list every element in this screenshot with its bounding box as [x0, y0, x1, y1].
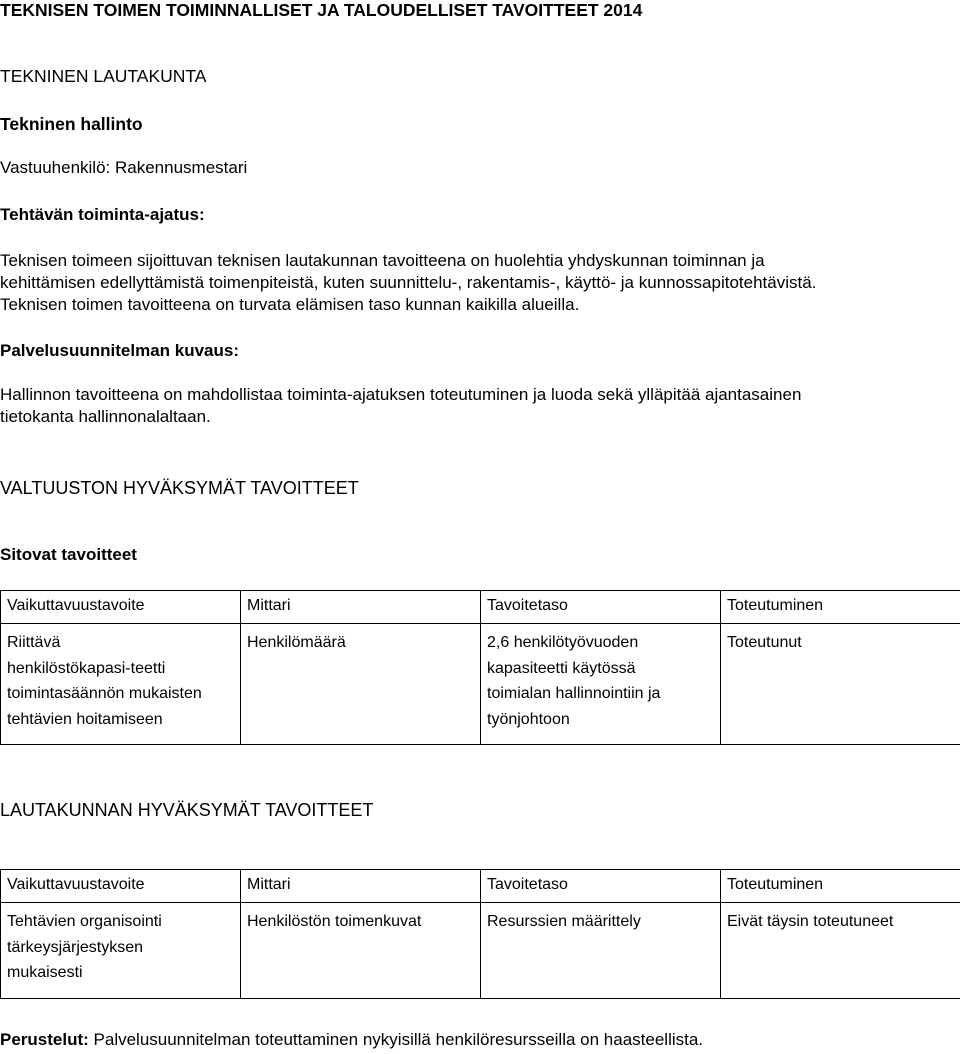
binding-goals-heading: Sitovat tavoitteet: [0, 545, 137, 564]
service-plan-heading: Palvelusuunnitelman kuvaus:: [0, 341, 240, 360]
mission-line: Teknisen toimeen sijoittuvan teknisen lautakunnan tavoitteena on huolehtia yhdyskunnan toiminnan ja: [0, 251, 765, 270]
board-goals-table: [0, 869, 960, 999]
council-goals-table: [0, 590, 960, 745]
service-plan-paragraph: [0, 384, 960, 428]
service-plan-line: tietokanta hallinnonalaltaan.: [0, 407, 211, 426]
service-plan-line: Hallinnon tavoitteena on mahdollistaa toiminta-ajatuksen toteutuminen ja luoda sekä ylläpitää ajantasainen: [0, 385, 802, 404]
table-cell-metric: Henkilöstön toimenkuvat: [241, 903, 481, 999]
column-header: Mittari: [241, 591, 481, 624]
table-row: [1, 903, 960, 999]
council-goals-heading: VALTUUSTON HYVÄKSYMÄT TAVOITTEET: [0, 478, 359, 498]
table-cell-goal: Tehtävien organisointi tärkeysjärjestyksen mukaisesti: [1, 903, 241, 999]
table-cell-target: 2,6 henkilötyövuoden kapasiteetti käytössä toimialan hallinnointiin ja työnjohtoon: [481, 624, 721, 745]
board-goals-heading: LAUTAKUNNAN HYVÄKSYMÄT TAVOITTEET: [0, 800, 374, 820]
column-header: Mittari: [241, 870, 481, 903]
mission-heading: Tehtävän toiminta-ajatus:: [0, 205, 205, 224]
table-cell-result: Toteutunut: [721, 624, 960, 745]
unit-heading: Tekninen hallinto: [0, 114, 143, 134]
column-header: Toteutuminen: [721, 591, 960, 624]
table-row: [1, 624, 960, 745]
justification-text: Palvelusuunnitelman toteuttaminen nykyisillä henkilöresursseilla on haasteellista.: [88, 1030, 704, 1049]
column-header: Tavoitetaso: [481, 870, 721, 903]
table-cell-target: Resurssien määrittely: [481, 903, 721, 999]
column-header: Vaikuttavuustavoite: [1, 870, 241, 903]
table-header-row: [1, 591, 960, 624]
column-header: Vaikuttavuustavoite: [1, 591, 241, 624]
column-header: Toteutuminen: [721, 870, 960, 903]
responsible-person: Vastuuhenkilö: Rakennusmestari: [0, 158, 248, 177]
document-title: TEKNISEN TOIMEN TOIMINNALLISET JA TALOUDELLISET TAVOITTEET 2014: [0, 0, 643, 20]
justification: [0, 1030, 703, 1050]
column-header: Tavoitetaso: [481, 591, 721, 624]
table-cell-goal: Riittävä henkilöstökapasi-teetti toimintasäännön mukaisten tehtävien hoitamiseen: [1, 624, 241, 745]
mission-line: kehittämisen edellyttämistä toimenpiteistä, kuten suunnittelu-, rakentamis-, käyttö- ja kunnossapitotehtävistä.: [0, 273, 817, 292]
justification-label: Perustelut:: [0, 1030, 89, 1049]
table-header-row: [1, 870, 960, 903]
table-cell-result: Eivät täysin toteutuneet: [721, 903, 960, 999]
committee-heading: TEKNINEN LAUTAKUNTA: [0, 66, 207, 86]
table-cell-metric: Henkilömäärä: [241, 624, 481, 745]
mission-line: Teknisen toimen tavoitteena on turvata elämisen taso kunnan kaikilla alueilla.: [0, 295, 580, 314]
mission-paragraph: [0, 250, 960, 316]
